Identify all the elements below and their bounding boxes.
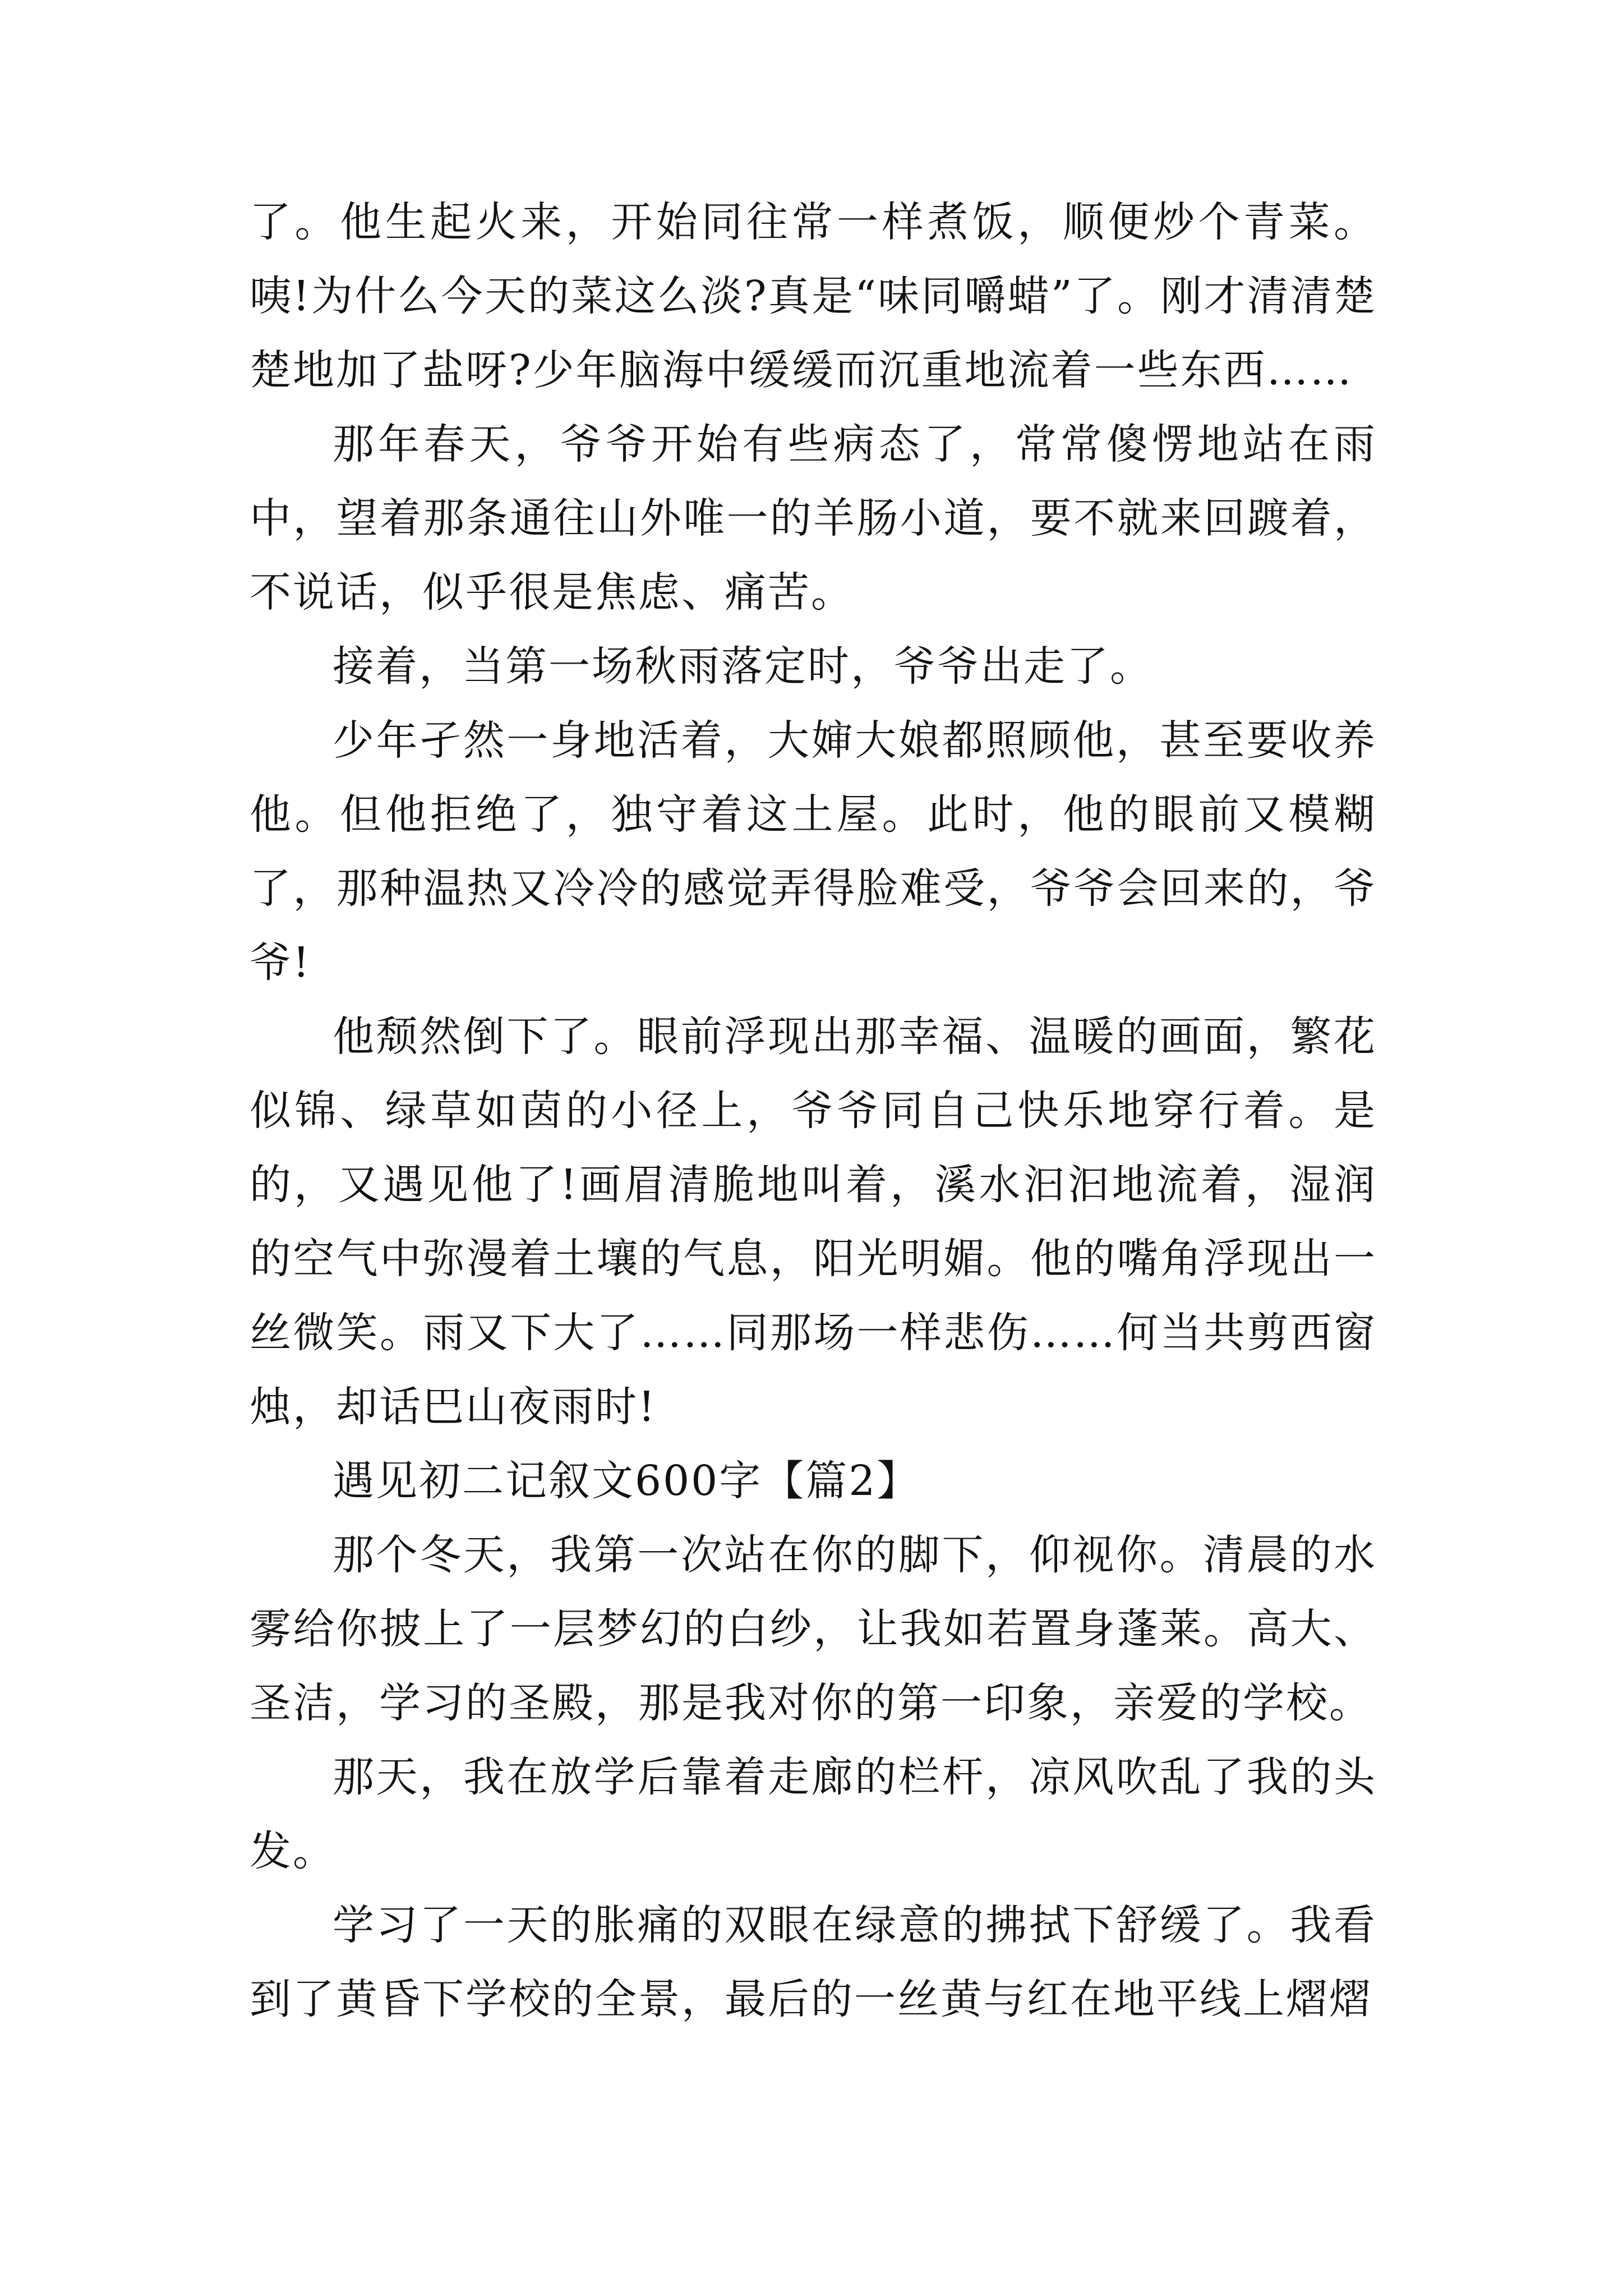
- paragraph-autumn-rain: 接着，当第一场秋雨落定时，爷爷出走了。: [333, 642, 1153, 691]
- section-heading: 遇见初二记叙文600字【篇2】: [333, 1457, 920, 1505]
- paragraph-continuation: 了。他生起火来，开始同往常一样煮饭，顺便炒个青菜。咦!为什么今天的菜这么淡?真是“味同嚼蜡”了。刚才清清楚楚地加了盐呀?少年脑海中缓缓而沉重地流着一些东西……: [250, 198, 1377, 394]
- paragraph-winter: 那个冬天，我第一次站在你的脚下，仰视你。清晨的水雾给你披上了一层梦幻的白纱，让我如若置身蓬莱。高大、圣洁，学习的圣殿，那是我对你的第一印象，亲爱的学校。: [250, 1531, 1377, 1727]
- paragraph-corridor: 那天，我在放学后靠着走廊的栏杆，凉风吹乱了我的头发。: [250, 1753, 1377, 1875]
- paragraph-alone: 少年孑然一身地活着，大婶大娘都照顾他，甚至要收养他。但他拒绝了，独守着这土屋。此时，他的眼前又模糊了，那种温热又冷冷的感觉弄得脸难受，爷爷会回来的，爷爷!: [250, 716, 1377, 987]
- paragraph-memory: 他颓然倒下了。眼前浮现出那幸福、温暖的画面，繁花似锦、绿草如茵的小径上，爷爷同自己快乐地穿行着。是的，又遇见他了!画眉清脆地叫着，溪水汩汩地流着，湿润的空气中弥漫着土壤的气息，阳光明媚。他的嘴角浮现出一丝微笑。雨又下大了……同那场一样悲伤……何当共剪西窗烛，却话巴山夜雨时!: [250, 1013, 1377, 1431]
- paragraph-dusk: 学习了一天的胀痛的双眼在绿意的拂拭下舒缓了。我看到了黄昏下学校的全景，最后的一丝黄与红在地平线上熠熠: [250, 1901, 1377, 2023]
- paragraph-spring: 那年春天，爷爷开始有些病态了，常常傻愣地站在雨中，望着那条通往山外唯一的羊肠小道，要不就来回踱着，不说话，似乎很是焦虑、痛苦。: [250, 420, 1377, 616]
- article-body: [250, 185, 1377, 2036]
